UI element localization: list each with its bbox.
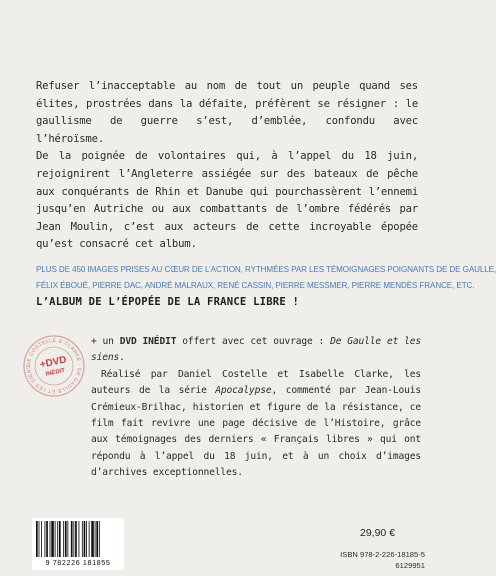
dvd-offer-prefix: + un [91,336,120,347]
dvd-description-start: Réalisé par Daniel Costelle et Isabelle Clarke, les auteurs de la série [91,368,421,397]
dvd-description [91,367,421,482]
dvd-description-end: , commenté par Jean-Louis Crémieux-Brilhac, historien et figure de la résistance, ce film fait revivre une page décisive de l’Histoire, grâce aux témoignages des derniers « Français libres » qui ont répondu à l’appel du 18 juin, et à un choix d’images d’archives exceptionnelles. [91,385,421,479]
intro-text [36,78,418,254]
barcode-bar [39,521,40,557]
barcode-bar [86,521,87,557]
dvd-stamp-graphic [22,334,86,398]
barcode-bar [95,521,96,557]
dvd-stamp-icon [22,334,86,398]
barcode-bar [75,521,77,557]
album-title: L’ALBUM DE L’ÉPOPÉE DE LA FRANCE LIBRE ! [36,296,300,308]
barcode-bar [91,521,94,557]
barcode-bar [59,521,61,557]
highlights-line-2: FÉLIX ÉBOUÉ, PIERRE DAC, ANDRÉ MALRAUX, RENÉ CASSIN, PIERRE MESSMER, PIERRE MENDÈS FRANCE, ETC. [36,281,475,290]
dvd-series-title: Apocalypse [215,385,272,397]
reference-code: 6129951 [395,561,425,570]
stamp-inedit-label: INÉDIT [45,367,66,378]
barcode-bar [82,521,83,557]
price: 29,90 € [360,527,396,539]
isbn-block [327,549,425,571]
barcode-bar [36,521,38,557]
dvd-film-title: De Gaulle et les siens [91,336,422,364]
barcode-bar [55,521,56,557]
barcode-bar [96,521,98,557]
barcode-bars [36,521,120,559]
barcode-bar [99,521,100,557]
barcode-bar [63,521,64,557]
intro-paragraph-1: Refuser l’inacceptable au nom de tout un peuple quand ses élites, prostrées dans la défaite, préfèrent se résigner : le gaullisme de guerre s’est, d’emblée, confondu avec l’héroïsme. [36,80,418,145]
dvd-offer-line [91,334,421,367]
barcode-bar [50,521,51,557]
highlights-block [36,262,496,294]
dvd-offer-bold: DVD INÉDIT [119,336,177,347]
dvd-offer-suffix: . [119,352,125,364]
barcode-bar [71,521,73,557]
intro-paragraph-2: De la poignée de volontaires qui, à l’appel du 18 juin, rejoignirent l’Angleterre assiégée sur des bateaux de pêche aux conquérants de Rhin et Danube qui pourchassèrent l’ennemi jusqu’en Autriche ou aux combattants de l’ombre fédérés par Jean Moulin, c’est aux acteurs de cette incroyable épopée qu’est consacré cet album. [36,150,418,251]
barcode-bar [51,521,54,557]
barcode-bar [67,521,68,557]
barcode-digits: 9 782226 181855 [45,558,111,567]
barcode-bar [65,521,67,557]
dvd-offer-block [91,334,421,482]
barcode-bar [45,521,46,557]
stamp-dvd-label: +DVD [38,354,68,371]
barcode-bar [79,521,80,557]
barcode-bar [57,521,58,557]
barcode-bar [89,521,90,557]
barcode-bar [46,521,48,557]
stamp-ring-text: DE COSTELLE & CLARKE · DE GAULLE ET LES SIENS [25,337,83,395]
barcode-bar [84,521,86,557]
isbn-number: ISBN 978-2-226-18185-5 [340,550,425,559]
barcode [32,518,124,570]
barcode-bar [41,521,42,557]
barcode-bar [73,521,74,557]
highlights-line-1: PLUS DE 450 IMAGES PRISES AU CŒUR DE L’ACTION, RYTHMÉES PAR LES TÉMOIGNAGES POIGNANTS DE DE GAULLE, [36,265,496,274]
dvd-offer-middle: offert avec cet ouvrage : [176,336,331,347]
